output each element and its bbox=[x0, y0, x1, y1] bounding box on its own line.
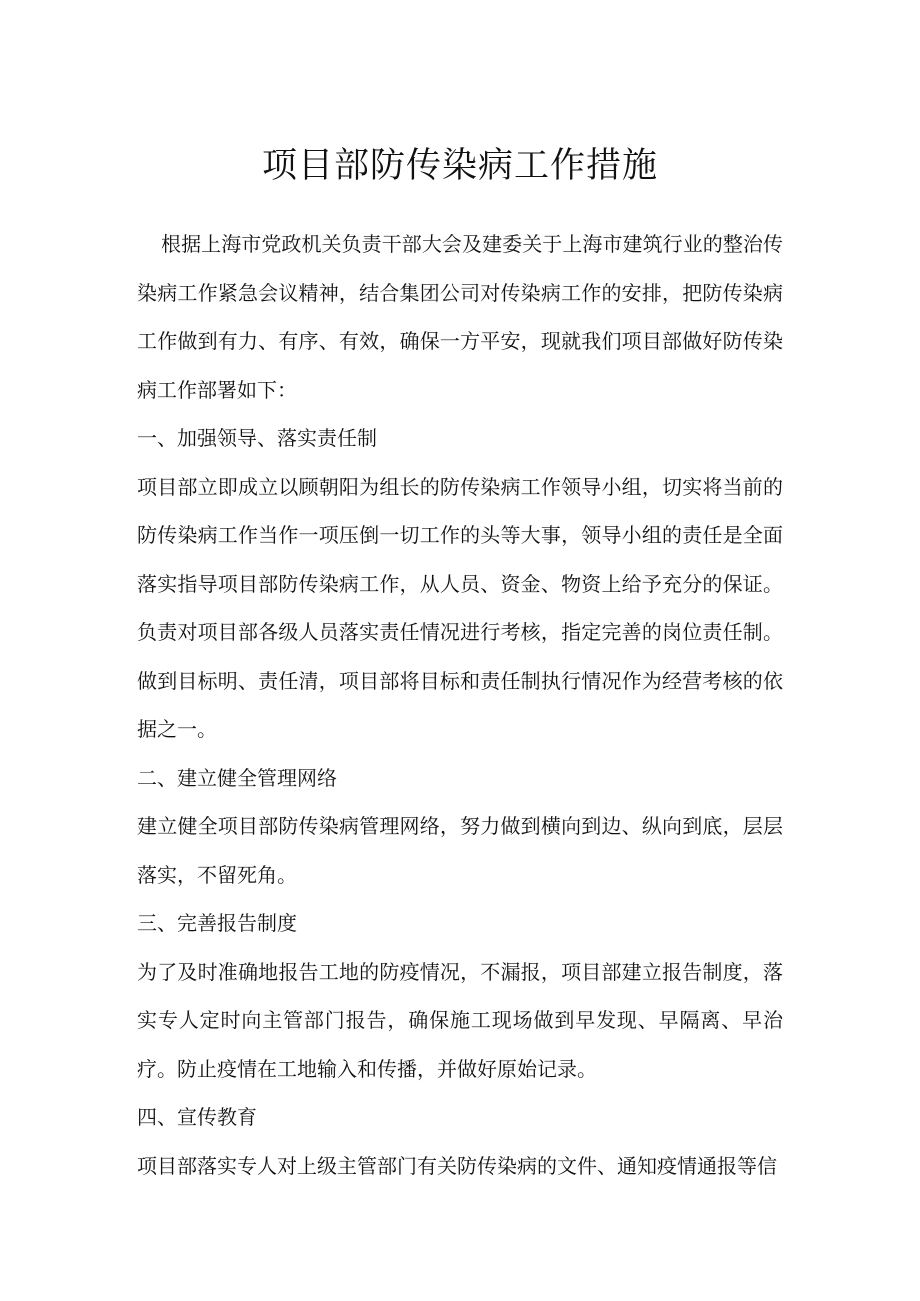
section-paragraph-2: 建立健全项目部防传染病管理网络，努力做到横向到边、纵向到底，层层落实，不留死角。 bbox=[137, 814, 783, 887]
section-heading-2: 二、建立健全管理网络 bbox=[137, 765, 337, 790]
section-paragraph-4: 项目部落实专人对上级主管部门有关防传染病的文件、通知疫情通报等信 bbox=[137, 1153, 777, 1178]
section-paragraph-3: 为了及时准确地报告工地的防疫情况，不漏报，项目部建立报告制度，落实专人定时向主管部门报告，确保施工现场做到早发现、早隔离、早治疗。防止疫情在工地输入和传播，并做好原始记录。 bbox=[137, 959, 783, 1081]
intro-paragraph: 根据上海市党政机关负责干部大会及建委关于上海市建筑行业的整治传染病工作紧急会议精神，结合集团公司对传染病工作的安排，把防传染病工作做到有力、有序、有效，确保一方平安，现就我们项目部做好防传染病工作部署如下： bbox=[137, 232, 783, 402]
section-heading-3: 三、完善报告制度 bbox=[137, 911, 297, 935]
section-heading-1: 一、加强领导、落实责任制 bbox=[137, 426, 377, 450]
section-paragraph-1: 项目部立即成立以顾朝阳为组长的防传染病工作领导小组，切实将当前的防传染病工作当作一项压倒一切工作的头等大事，领导小组的责任是全面落实指导项目部防传染病工作，从人员、资金、物资上给予充分的保证。负责对项目部各级人员落实责任情况进行考核，指定完善的岗位责任制。做到目标明、责任清，项目部将目标和责任制执行情况作为经营考核的依据之一。 bbox=[137, 474, 783, 741]
section-heading-4: 四、宣传教育 bbox=[137, 1105, 257, 1129]
document-title: 项目部防传染病工作措施 bbox=[261, 146, 658, 186]
document-body bbox=[137, 220, 783, 1190]
